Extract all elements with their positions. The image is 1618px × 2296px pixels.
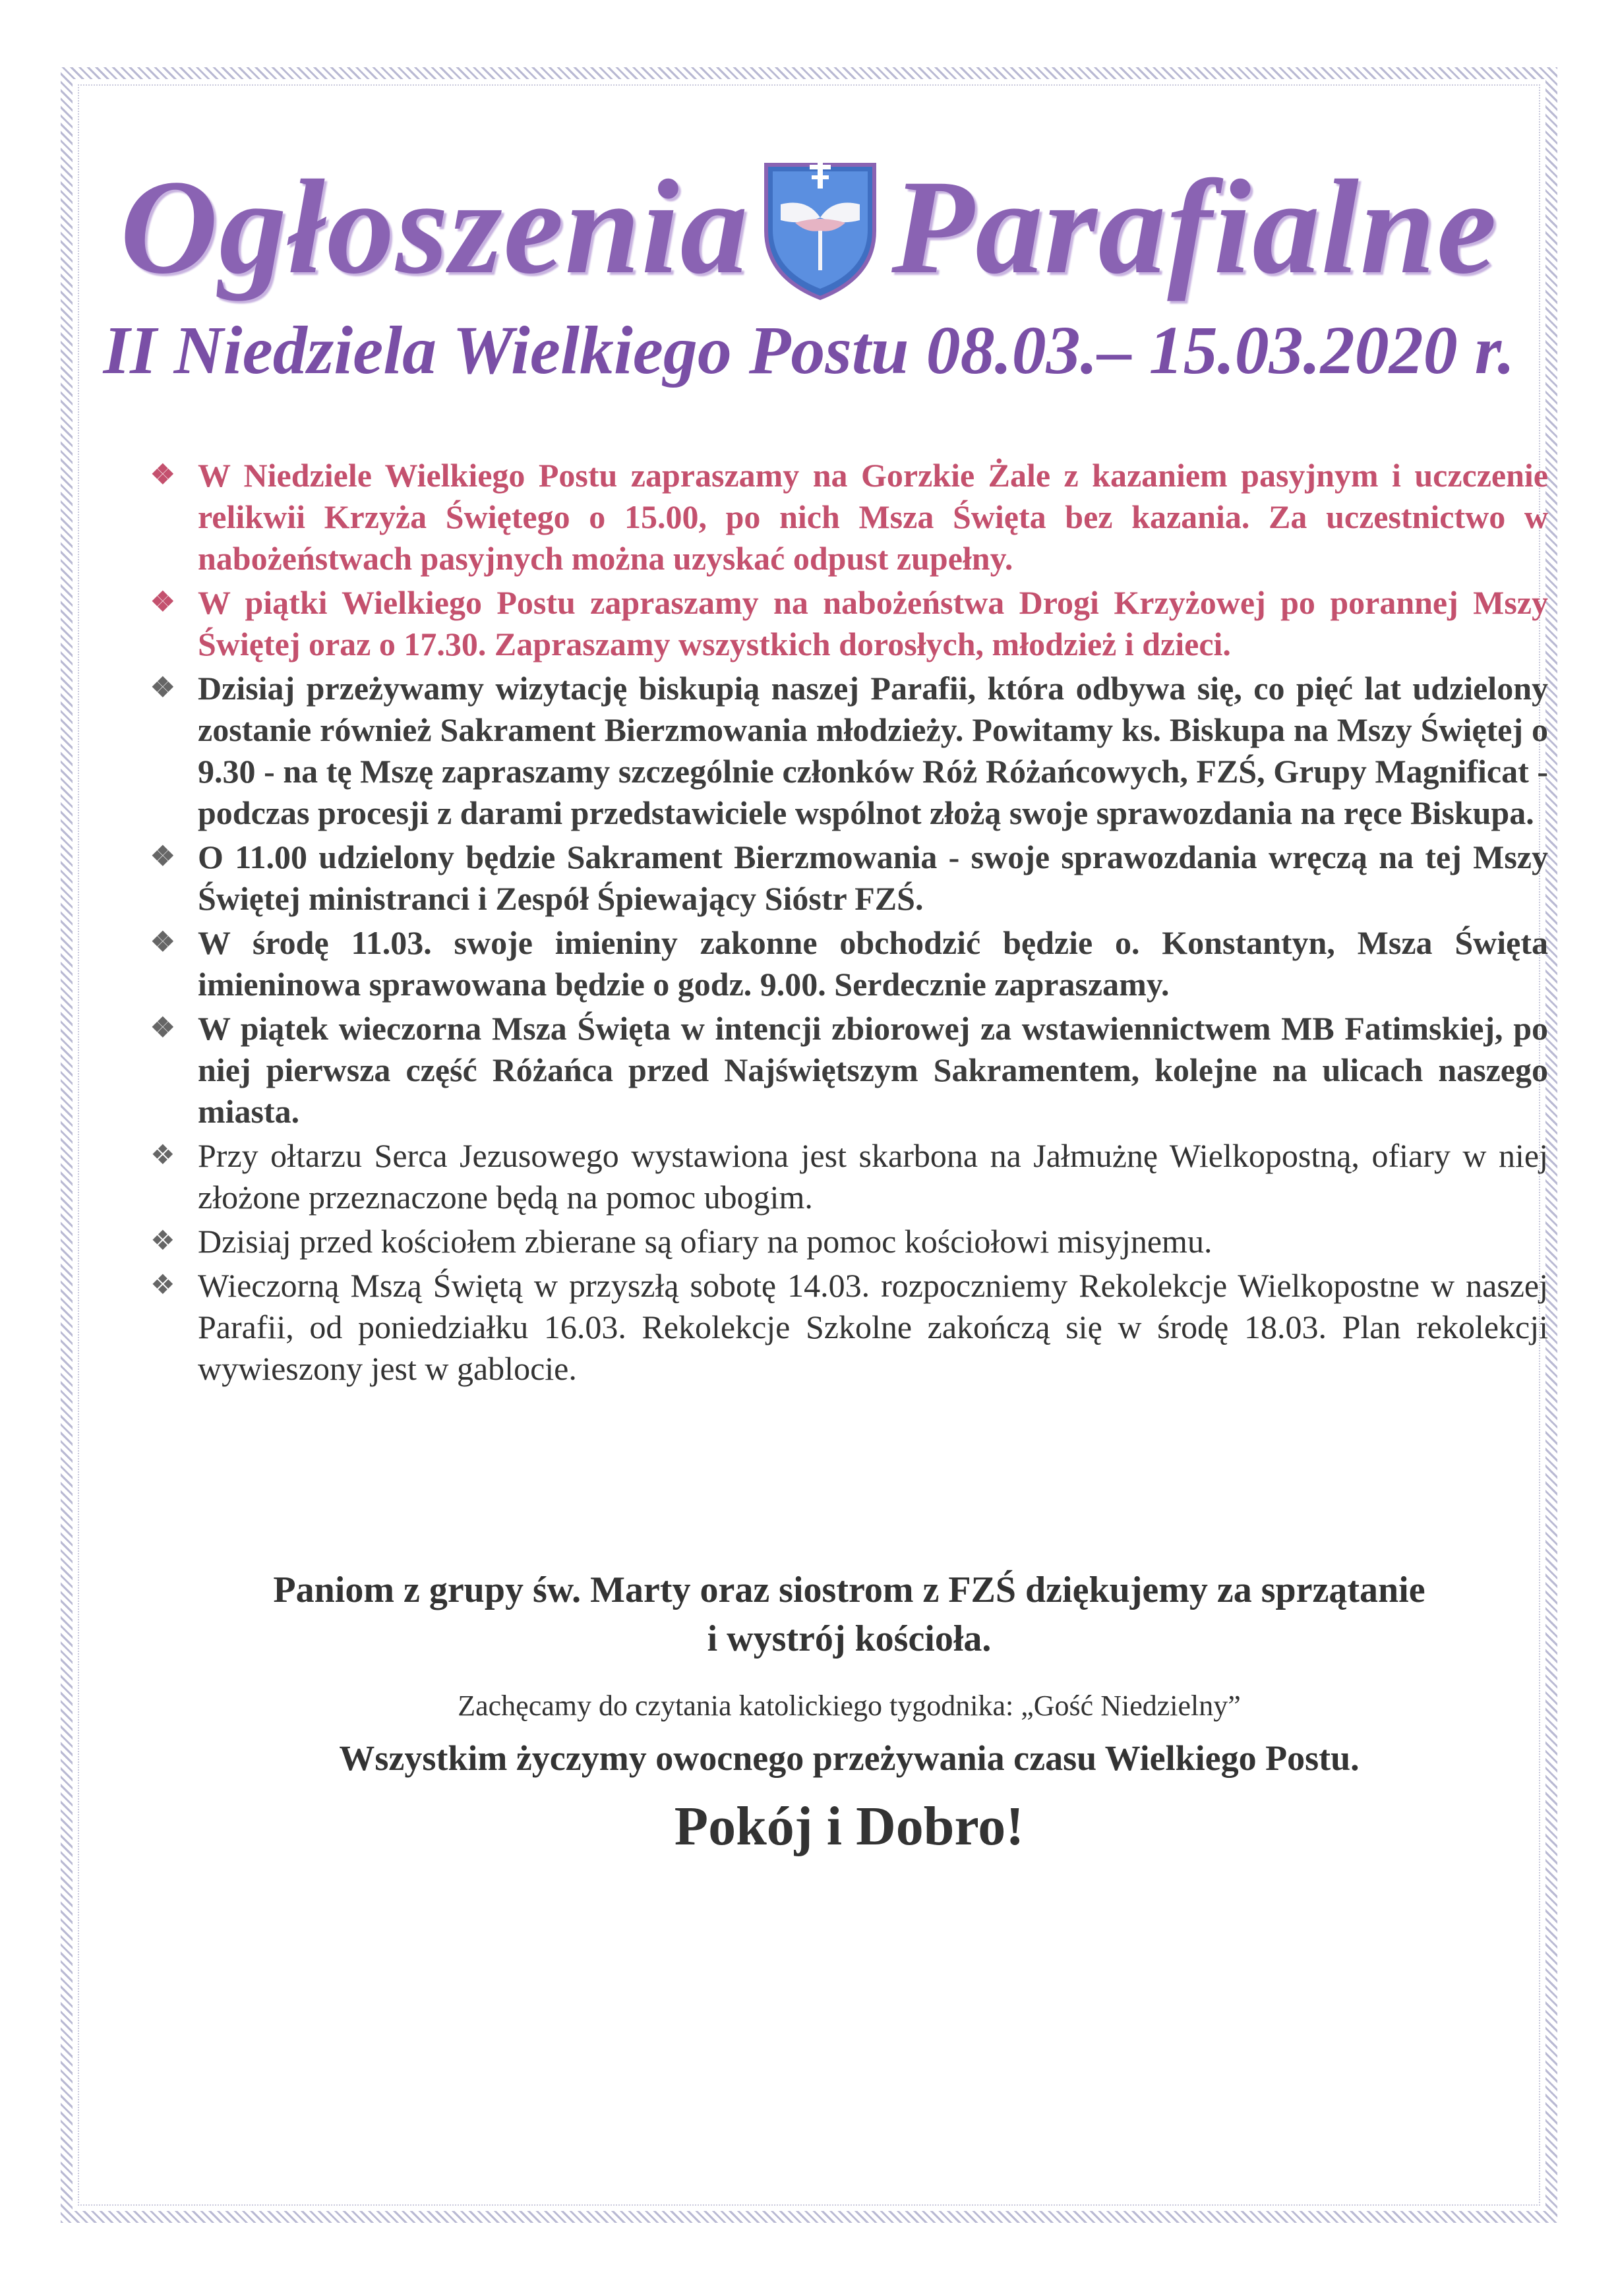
franciscan-crest-icon bbox=[754, 152, 886, 303]
list-item: ❖ W piątek wieczorna Msza Święta w intencji zbiorowej za wstawiennictwem MB Fatimskiej, po niej pierwsza część Różańca przed Najświętszym Sakramentem, kolejne na ulicach naszego miasta. bbox=[150, 1008, 1548, 1133]
diamond-bullet-icon: ❖ bbox=[150, 1140, 175, 1171]
diamond-bullet-icon: ❖ bbox=[150, 460, 175, 490]
title-right: Parafialne bbox=[891, 152, 1498, 302]
list-item: ❖ Wieczorną Mszą Świętą w przyszłą sobotę 14.03. rozpoczniemy Rekolekcje Wielkopostne w naszej Parafii, od poniedziałku 16.03. Rekolekcje Szkolne zakończą się w środę 18.03. Plan rekolekcji wywieszony jest w gablocie. bbox=[150, 1265, 1548, 1390]
page-title bbox=[0, 145, 1618, 310]
list-item: ❖ Dzisiaj przed kościołem zbierane są ofiary na pomoc kościołowi misyjnemu. bbox=[150, 1221, 1548, 1262]
list-item: ❖ W Niedziele Wielkiego Postu zapraszamy na Gorzkie Żale z kazaniem pasyjnym i uczczenie relikwii Krzyża Świętego o 15.00, po nich Msza Święta bez kazania. Za uczestnictwo w nabożeństwach pasyjnych można uzyskać odpust zupełny. bbox=[150, 455, 1548, 579]
diamond-bullet-icon: ❖ bbox=[150, 1013, 175, 1044]
list-item: ❖ W piątki Wielkiego Postu zapraszamy na nabożeństwa Drogi Krzyżowej po porannej Mszy Świętej oraz o 17.30. Zapraszamy wszystkich dorosłych, młodzież i dzieci. bbox=[150, 582, 1548, 665]
title-left: Ogłoszenia bbox=[120, 152, 750, 302]
subtitle: II Niedziela Wielkiego Postu 08.03.– 15.03.2020 r. bbox=[103, 312, 1515, 388]
thanks-line-1: Paniom z grupy św. Marty oraz siostrom z FZŚ dziękujemy za sprzątanie bbox=[273, 1570, 1425, 1610]
lent-wish: Wszystkim życzymy owocnego przeżywania czasu Wielkiego Postu. bbox=[339, 1738, 1360, 1778]
list-item: ❖ Dzisiaj przeżywamy wizytację biskupią naszej Parafii, która odbywa się, co pięć lat udzielony zostanie również Sakrament Bierzmowania młodzieży. Powitamy ks. Biskupa na Mszy Świętej o 9.30 - na tę Mszę zapraszamy szczególnie członków Róż Różańcowych, FZŚ, Grupy Magnificat - podczas procesji z darami przedstawiciele wspólnot złożą swoje sprawozdania na ręce Biskupa. bbox=[150, 668, 1548, 834]
diamond-bullet-icon: ❖ bbox=[150, 927, 175, 958]
thanks-line-2: i wystrój kościoła. bbox=[707, 1618, 992, 1659]
closing-greeting: Pokój i Dobro! bbox=[674, 1796, 1025, 1857]
diamond-bullet-icon: ❖ bbox=[150, 673, 175, 703]
diamond-bullet-icon: ❖ bbox=[150, 587, 175, 618]
diamond-bullet-icon: ❖ bbox=[150, 1226, 175, 1256]
diamond-bullet-icon: ❖ bbox=[150, 842, 175, 872]
diamond-bullet-icon: ❖ bbox=[150, 1270, 175, 1301]
thanks-note bbox=[150, 1566, 1548, 1663]
list-item: ❖ Przy ołtarzu Serca Jezusowego wystawiona jest skarbona na Jałmużnę Wielkopostną, ofiary w niej złożone przeznaczone będą na pomoc ubogim. bbox=[150, 1135, 1548, 1218]
reading-encouragement: Zachęcamy do czytania katolickiego tygodnika: „Gość Niedzielny” bbox=[458, 1690, 1241, 1722]
list-item: ❖ O 11.00 udzielony będzie Sakrament Bierzmowania - swoje sprawozdania wręczą na tej Mszy Świętej ministranci i Zespół Śpiewający Sióstr FZŚ. bbox=[150, 837, 1548, 920]
list-item: ❖ W środę 11.03. swoje imieniny zakonne obchodzić będzie o. Konstantyn, Msza Święta imieninowa sprawowana będzie o godz. 9.00. Serdecznie zapraszamy. bbox=[150, 922, 1548, 1005]
announcements-list bbox=[150, 455, 1548, 1392]
